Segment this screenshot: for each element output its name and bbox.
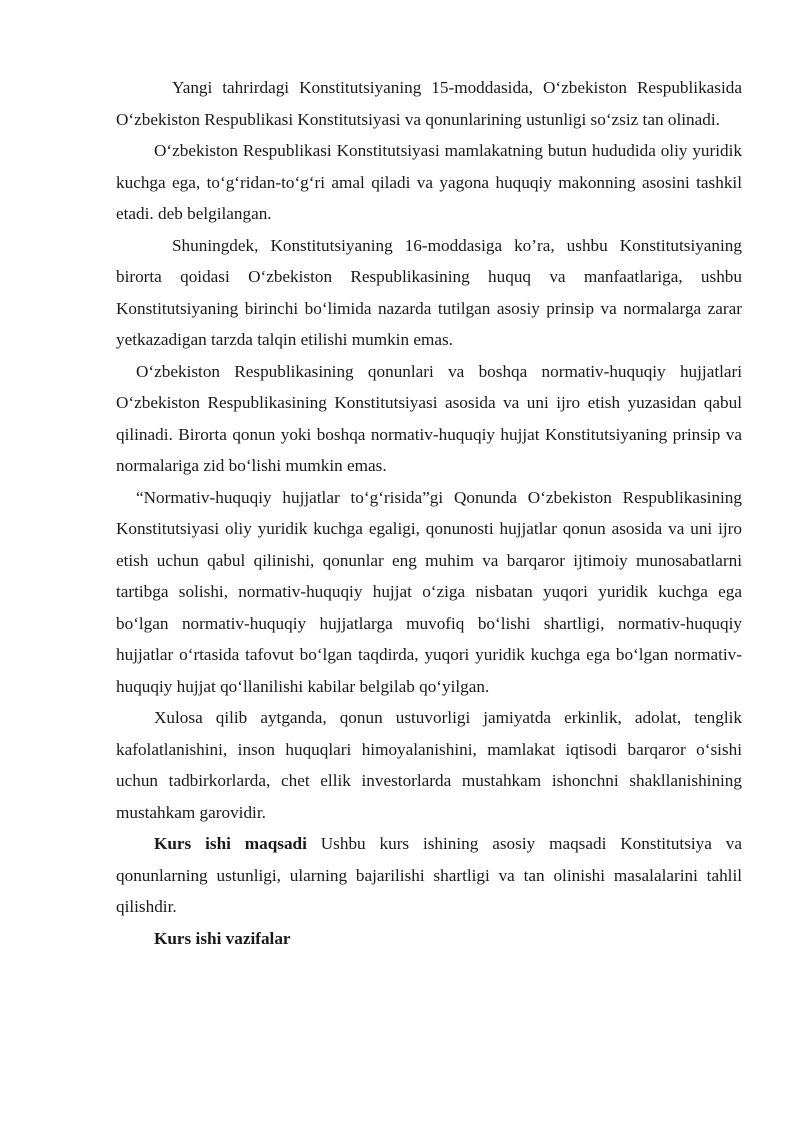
course-goal-text: Ushbu kurs ishining asosiy maqsadi Konstitutsiya va qonunlarning ustunligi, ularning bajarilishi shartligi va tan olinishi masalalarini tahlil qilishdir. [116,834,742,916]
paragraph-5: “Normativ-huquqiy hujjatlar to‘g‘risida”gi Qonunda O‘zbekiston Respublikasining Konstitutsiyasi oliy yuridik kuchga egaligi, qonunosti hujjatlar qonun asosida va uni ijro etish uchun qabul qilinishi, qonunlar eng muhim va barqaror ijtimoiy munosabatlarni tartibga solishi, normativ-huquqiy hujjat o‘ziga nisbatan yuqori yuridik kuchga ega bo‘lgan normativ-huquqiy hujjatlarga muvofiq bo‘lishi shartligi, normativ-huquqiy hujjatlar o‘rtasida tafovut bo‘lgan taqdirda, yuqori yuridik kuchga ega bo‘lgan normativ-huquqiy hujjat qo‘llanilishi kabilar belgilab qo‘yilgan. [116,487,742,696]
paragraph-7 [116,828,742,923]
course-goal-heading: Kurs ishi maqsadi [154,834,307,853]
paragraph-1: Yangi tahrirdagi Konstitutsiyaning 15-moddasida, O‘zbekiston Respublikasida O‘zbekiston Respublikasi Konstitutsiyasi va qonunlarining ustunligi so‘zsiz tan olinadi. [116,78,742,129]
paragraph-3: Shuningdek, Konstitutsiyaning 16-moddasiga ko’ra, ushbu Konstitutsiyaning birorta qoidasi O‘zbekiston Respublikasining huquq va manfaatlariga, ushbu Konstitutsiyaning birinchi bo‘limida nazarda tutilgan asosiy prinsip va normalarga zarar yetkazadigan tarzda talqin etilishi mumkin emas. [116,235,742,349]
paragraph-2: O‘zbekiston Respublikasi Konstitutsiyasi mamlakatning butun hududida oliy yuridik kuchga ega, to‘g‘ridan-to‘g‘ri amal qiladi va yagona huquqiy makonning asosini tashkil etadi. deb belgilangan. [116,141,742,223]
document-body [116,72,742,954]
paragraph-8 [116,923,742,955]
course-tasks-heading: Kurs ishi vazifalar [154,928,291,948]
paragraph-6: Xulosa qilib aytganda, qonun ustuvorligi jamiyatda erkinlik, adolat, tenglik kafolatlanishini, inson huquqlari himoyalanishini, mamlakat iqtisodi barqaror o‘sishi uchun tadbirkorlarda, chet ellik investorlarda mustahkam ishonchni shakllanishining mustahkam garovidir. [116,708,742,822]
paragraph-4: O‘zbekiston Respublikasining qonunlari va boshqa normativ-huquqiy hujjatlari O‘zbekiston Respublikasining Konstitutsiyasi asosida va uni ijro etish yuzasidan qabul qilinadi. Birorta qonun yoki boshqa normativ-huquqiy hujjat Konstitutsiyaning prinsip va normalariga zid bo‘lishi mumkin emas. [116,361,742,475]
